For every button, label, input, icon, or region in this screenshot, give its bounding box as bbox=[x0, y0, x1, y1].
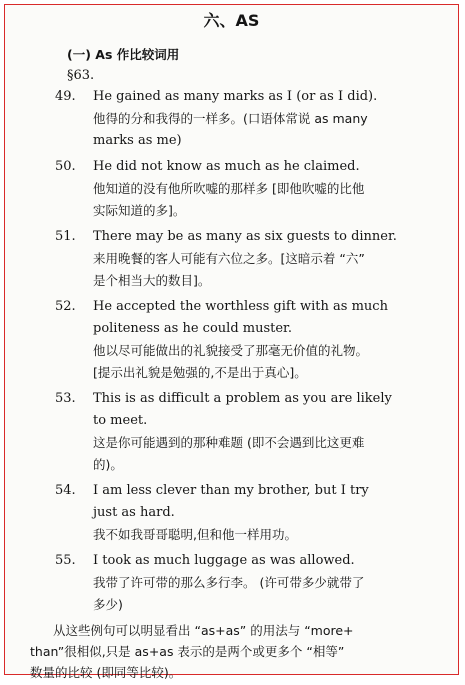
chinese-translation: 我带了许可带的那么多行李。 (许可带多少就带了 bbox=[93, 575, 365, 590]
translation-note: marks as me) bbox=[93, 133, 182, 148]
english-sentence: to meet. bbox=[93, 413, 148, 428]
entry-number: 49. bbox=[55, 89, 76, 104]
entry-number: 50. bbox=[55, 159, 76, 174]
document-page bbox=[4, 4, 459, 680]
english-sentence: He accepted the worthless gift with as much bbox=[93, 299, 388, 314]
english-sentence: just as hard. bbox=[93, 505, 175, 520]
entry-number: 53. bbox=[55, 391, 76, 406]
summary-line: 从这些例句可以明显看出 “as+as” 的用法与 “more+ bbox=[53, 623, 354, 638]
english-sentence: politeness as he could muster. bbox=[93, 321, 292, 336]
entry-number: 51. bbox=[55, 229, 76, 244]
english-sentence: I took as much luggage as was allowed. bbox=[93, 553, 355, 568]
chinese-translation: 他得的分和我得的一样多。(口语体常说 as many bbox=[93, 111, 368, 126]
chinese-translation: 他以尽可能做出的礼貌接受了那毫无价值的礼物。 bbox=[93, 343, 369, 358]
chapter-title: 六、AS bbox=[203, 11, 260, 30]
summary-line: 数量的比较 (即同等比较)。 bbox=[30, 665, 182, 680]
english-sentence: There may be as many as six guests to dinner. bbox=[93, 229, 397, 244]
entry-number: 55. bbox=[55, 553, 76, 568]
english-sentence: I am less clever than my brother, but I try bbox=[93, 483, 369, 498]
english-sentence: He gained as many marks as I (or as I did). bbox=[93, 89, 378, 104]
chinese-translation: 来用晚餐的客人可能有六位之多。[这暗示着 “六” bbox=[93, 251, 365, 266]
section-heading: (一) As 作比较词用 bbox=[67, 47, 180, 62]
chinese-translation: 这是你可能遇到的那种难题 (即不会遇到比这更难 bbox=[93, 435, 365, 450]
chinese-translation: [提示出礼貌是勉强的,不是出于真心]。 bbox=[93, 365, 307, 380]
summary-line: than”很相似,只是 as+as 表示的是两个或更多个 “相等” bbox=[30, 644, 345, 659]
chinese-translation: 是个相当大的数目]。 bbox=[93, 273, 211, 288]
entry-number: 54. bbox=[55, 483, 76, 498]
chinese-translation: 实际知道的多]。 bbox=[93, 203, 186, 218]
english-sentence: This is as difficult a problem as you are likely bbox=[93, 391, 392, 406]
chinese-translation: 他知道的没有他所吹嘘的那样多 [即他吹嘘的比他 bbox=[93, 181, 365, 196]
chinese-translation: 多少) bbox=[93, 597, 123, 612]
entry-number: 52. bbox=[55, 299, 76, 314]
chinese-translation: 的)。 bbox=[93, 457, 123, 472]
english-sentence: He did not know as much as he claimed. bbox=[93, 159, 360, 174]
section-reference: §63. bbox=[67, 68, 95, 83]
chinese-translation: 我不如我哥哥聪明,但和他一样用功。 bbox=[93, 527, 297, 542]
